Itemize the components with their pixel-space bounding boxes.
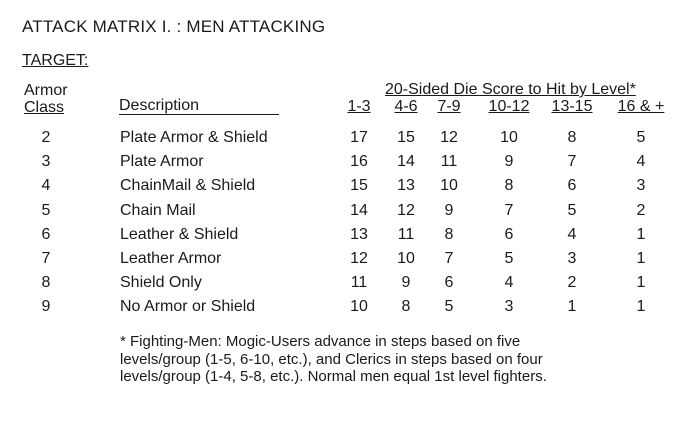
armor-class-cell: 9	[41, 298, 51, 316]
score-cell: 10	[500, 129, 518, 146]
description-cell: Chain Mail	[120, 201, 196, 219]
score-cell: 5	[504, 250, 514, 267]
score-cell: 5	[567, 201, 577, 219]
score-cell: 11	[350, 274, 368, 292]
score-cell: 17	[350, 129, 368, 146]
level-header: 4-6	[394, 98, 418, 115]
armor-class-header-line2: Class	[24, 99, 65, 116]
score-cell: 9	[444, 201, 454, 219]
score-cell: 11	[397, 225, 415, 243]
description-cell: Plate Armor & Shield	[120, 129, 268, 146]
score-cell: 13	[397, 177, 415, 195]
score-cell: 10	[350, 298, 368, 316]
score-cell: 7	[504, 201, 514, 219]
level-header: 7-9	[437, 98, 461, 115]
score-cell: 8	[504, 177, 514, 195]
armor-class-cell: 5	[41, 201, 51, 219]
die-score-header: 20-Sided Die Score to Hit by Level*	[385, 81, 636, 98]
score-cell: 6	[504, 225, 514, 243]
armor-class-cell: 4	[41, 177, 51, 195]
description-cell: Leather Armor	[120, 250, 222, 267]
score-cell: 8	[567, 129, 577, 146]
score-cell: 10	[440, 177, 458, 195]
score-cell: 9	[401, 274, 411, 292]
score-cell: 12	[440, 129, 458, 146]
score-cell: 9	[504, 153, 514, 171]
score-cell: 15	[350, 177, 368, 195]
level-header: 1-3	[347, 98, 371, 115]
score-cell: 4	[567, 225, 577, 243]
armor-class-cell: 2	[41, 129, 51, 146]
score-cell: 3	[567, 250, 577, 267]
description-cell: No Armor or Shield	[120, 298, 256, 316]
score-cell: 1	[636, 274, 646, 292]
armor-class-cell: 7	[41, 250, 51, 267]
level-header: 10-12	[488, 98, 530, 115]
score-cell: 7	[444, 250, 454, 267]
score-cell: 5	[444, 298, 454, 316]
score-cell: 14	[350, 201, 368, 219]
score-cell: 1	[636, 225, 646, 243]
description-cell: Plate Armor	[120, 153, 204, 171]
score-cell: 12	[397, 201, 415, 219]
score-cell: 3	[636, 177, 646, 195]
description-cell: Shield Only	[120, 274, 202, 292]
score-cell: 16	[350, 153, 368, 171]
score-cell: 1	[636, 298, 646, 316]
score-cell: 1	[567, 298, 577, 316]
page-title: ATTACK MATRIX I. : MEN ATTACKING	[22, 17, 326, 36]
score-cell: 10	[397, 250, 415, 267]
target-label: TARGET:	[22, 52, 89, 69]
score-cell: 2	[567, 274, 577, 292]
level-header: 13-15	[551, 98, 593, 115]
score-cell: 3	[504, 298, 514, 316]
score-cell: 7	[567, 153, 577, 171]
score-cell: 14	[397, 153, 415, 171]
score-cell: 15	[397, 129, 415, 146]
score-cell: 1	[636, 250, 646, 267]
footnote: * Fighting-Men: Mogic-Users advance in steps based on five levels/group (1-5, 6-10, etc.), and Clerics in steps based on four levels/group (1-4, 5-8, etc.). Normal men equal 1st level fighters.	[120, 333, 547, 385]
score-cell: 8	[444, 225, 454, 243]
score-cell: 8	[401, 298, 411, 316]
description-cell: Leather & Shield	[120, 225, 239, 243]
score-cell: 11	[440, 153, 458, 171]
score-cell: 6	[567, 177, 577, 195]
score-cell: 4	[504, 274, 514, 292]
score-cell: 2	[636, 201, 646, 219]
score-cell: 4	[636, 153, 646, 171]
armor-class-cell: 8	[41, 274, 51, 292]
description-header: Description	[119, 98, 279, 115]
description-cell: ChainMail & Shield	[120, 177, 256, 195]
armor-class-cell: 6	[41, 225, 51, 243]
score-cell: 13	[350, 225, 368, 243]
armor-class-cell: 3	[41, 153, 51, 171]
armor-class-header-line1: Armor	[24, 82, 68, 99]
score-cell: 12	[350, 250, 368, 267]
score-cell: 6	[444, 274, 454, 292]
level-header: 16 & +	[617, 98, 665, 115]
score-cell: 5	[636, 129, 646, 146]
